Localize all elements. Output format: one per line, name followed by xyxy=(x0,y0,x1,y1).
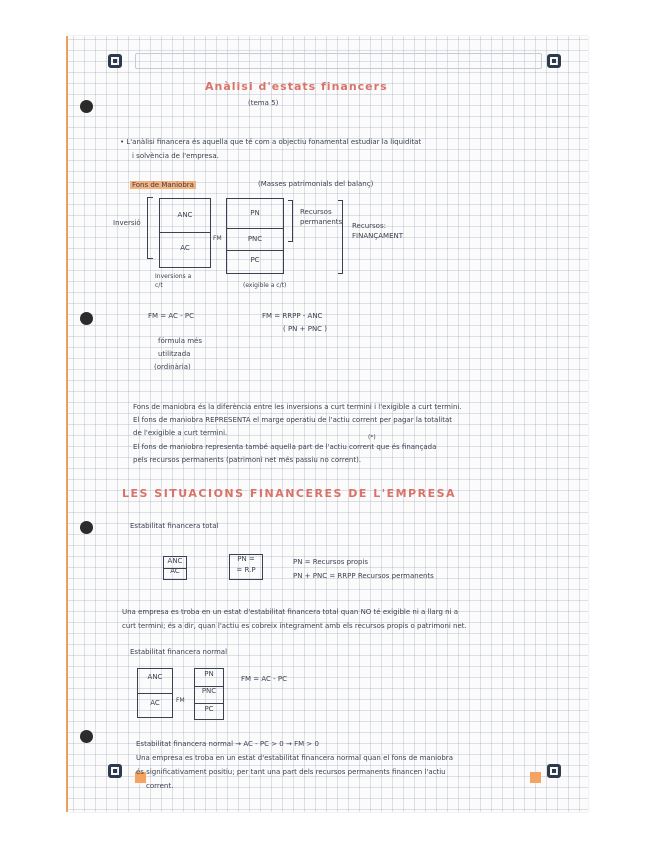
left-brace xyxy=(147,197,153,259)
corner-mark xyxy=(108,764,122,778)
pc-cell: PC xyxy=(250,256,260,264)
binder-hole xyxy=(80,100,93,113)
normal-ac: AC xyxy=(150,699,160,707)
total-ac: AC xyxy=(170,567,180,575)
normal-pn: PN xyxy=(204,670,214,678)
formula-note-3: (ordinària) xyxy=(154,363,191,371)
footnote-mark: (*) xyxy=(368,434,376,441)
page-subtitle: (tema 5) xyxy=(248,99,279,107)
binder-hole xyxy=(80,521,93,534)
page-title: Anàlisi d'estats financers xyxy=(205,80,388,93)
asset-box xyxy=(159,198,211,268)
normal-asset-box xyxy=(137,668,173,718)
formula-fm-1: FM = AC - PC xyxy=(148,312,195,320)
divider xyxy=(227,228,283,229)
normal-rule: Estabilitat financera normal → AC - PC > 0 → FM > 0 xyxy=(136,740,319,748)
divider xyxy=(160,232,210,233)
recursos-financament: Recursos: FINANÇAMENT xyxy=(352,222,404,240)
divider xyxy=(195,703,223,704)
total-text-1: Una empresa es troba en un estat d'estabilitat financera total quan NO té exigible ni a llarg ni a xyxy=(122,608,459,616)
section-heading xyxy=(130,178,196,192)
total-pn: PN = xyxy=(237,555,255,563)
normal-title: Estabilitat financera normal xyxy=(130,648,228,656)
fm-para-4: El fons de maniobra representa també aquella part de l'actiu corrent que és finançada xyxy=(133,443,437,451)
section-title-situacions: LES SITUACIONS FINANCERES DE L'EMPRESA xyxy=(122,487,457,500)
total-anc: ANC xyxy=(167,557,183,565)
orange-marker xyxy=(530,772,541,783)
divider xyxy=(138,693,172,694)
normal-pc: PC xyxy=(204,705,214,713)
corner-mark xyxy=(547,764,561,778)
formula-fm-2: FM = RRPP - ANC xyxy=(262,312,323,320)
normal-formula: FM = AC - PC xyxy=(241,675,288,683)
total-asset-box xyxy=(163,556,187,580)
total-title: Estabilitat financera total xyxy=(130,522,219,530)
exigible-label: (exigible a c/t) xyxy=(243,282,287,289)
fm-para-1: Fons de maniobra és la diferència entre les inversions a curt termini i l'exigible a curt termini. xyxy=(133,403,462,411)
normal-liability-box xyxy=(194,668,224,720)
divider xyxy=(227,250,283,251)
ac-cell: AC xyxy=(180,244,190,252)
pnc-cell: PNC xyxy=(247,235,263,243)
intro-line-1: • L'anàlisi financera és aquella que té com a objectiu fonamental estudiar la liquiditat xyxy=(120,138,422,146)
fm-para-5: pels recursos permanents (patrimoni net més passiu no corrent). xyxy=(133,456,362,464)
total-rp: = R.P xyxy=(236,566,256,574)
normal-text-2: és significativament positiu; per tant una part dels recursos permanents financen l'actiu xyxy=(136,768,446,776)
formula-fm-2b: ( PN + PNC ) xyxy=(283,325,328,333)
inversio-label: Inversió xyxy=(113,219,141,227)
binder-hole xyxy=(80,312,93,325)
normal-text-3: corrent. xyxy=(146,782,174,790)
corner-mark xyxy=(547,54,561,68)
right-brace xyxy=(288,200,293,242)
formula-note-2: utilitzada xyxy=(158,350,191,358)
inversions-label: Inversions a c/t xyxy=(155,273,192,289)
total-liability-box xyxy=(229,554,263,580)
fm-label: FM xyxy=(213,235,222,242)
total-def-2: PN + PNC = RRPP Recursos permanents xyxy=(293,572,434,580)
header-bar xyxy=(135,53,542,69)
fm-para-2: El fons de maniobra REPRESENTA el marge operatiu de l'actiu corrent per pagar la totalitat xyxy=(133,416,453,424)
total-def-1: PN = Recursos propis xyxy=(293,558,369,566)
fm-para-3: de l'exigible a curt termini. xyxy=(133,429,228,437)
corner-mark xyxy=(108,54,122,68)
normal-anc: ANC xyxy=(147,673,163,681)
total-text-2: curt termini; és a dir, quan l'actiu es cobreix íntegrament amb els recursos propis o patrimoni net. xyxy=(122,622,467,630)
pn-cell: PN xyxy=(250,209,260,217)
binder-hole xyxy=(80,730,93,743)
normal-text-1: Una empresa es troba en un estat d'estabilitat financera normal quan el fons de maniobra xyxy=(136,754,453,762)
intro-line-2: i solvència de l'empresa. xyxy=(132,152,219,160)
normal-fm-label: FM xyxy=(176,697,185,704)
formula-note-1: fórmula més xyxy=(158,337,202,345)
masses-label: (Masses patrimonials del balanç) xyxy=(258,180,374,188)
anc-cell: ANC xyxy=(177,211,193,219)
recursos-permanents: Recursos permanents xyxy=(300,208,343,226)
liability-box xyxy=(226,198,284,274)
normal-pnc: PNC xyxy=(201,687,217,695)
heading-highlight: Fons de Maniobra xyxy=(132,181,194,189)
